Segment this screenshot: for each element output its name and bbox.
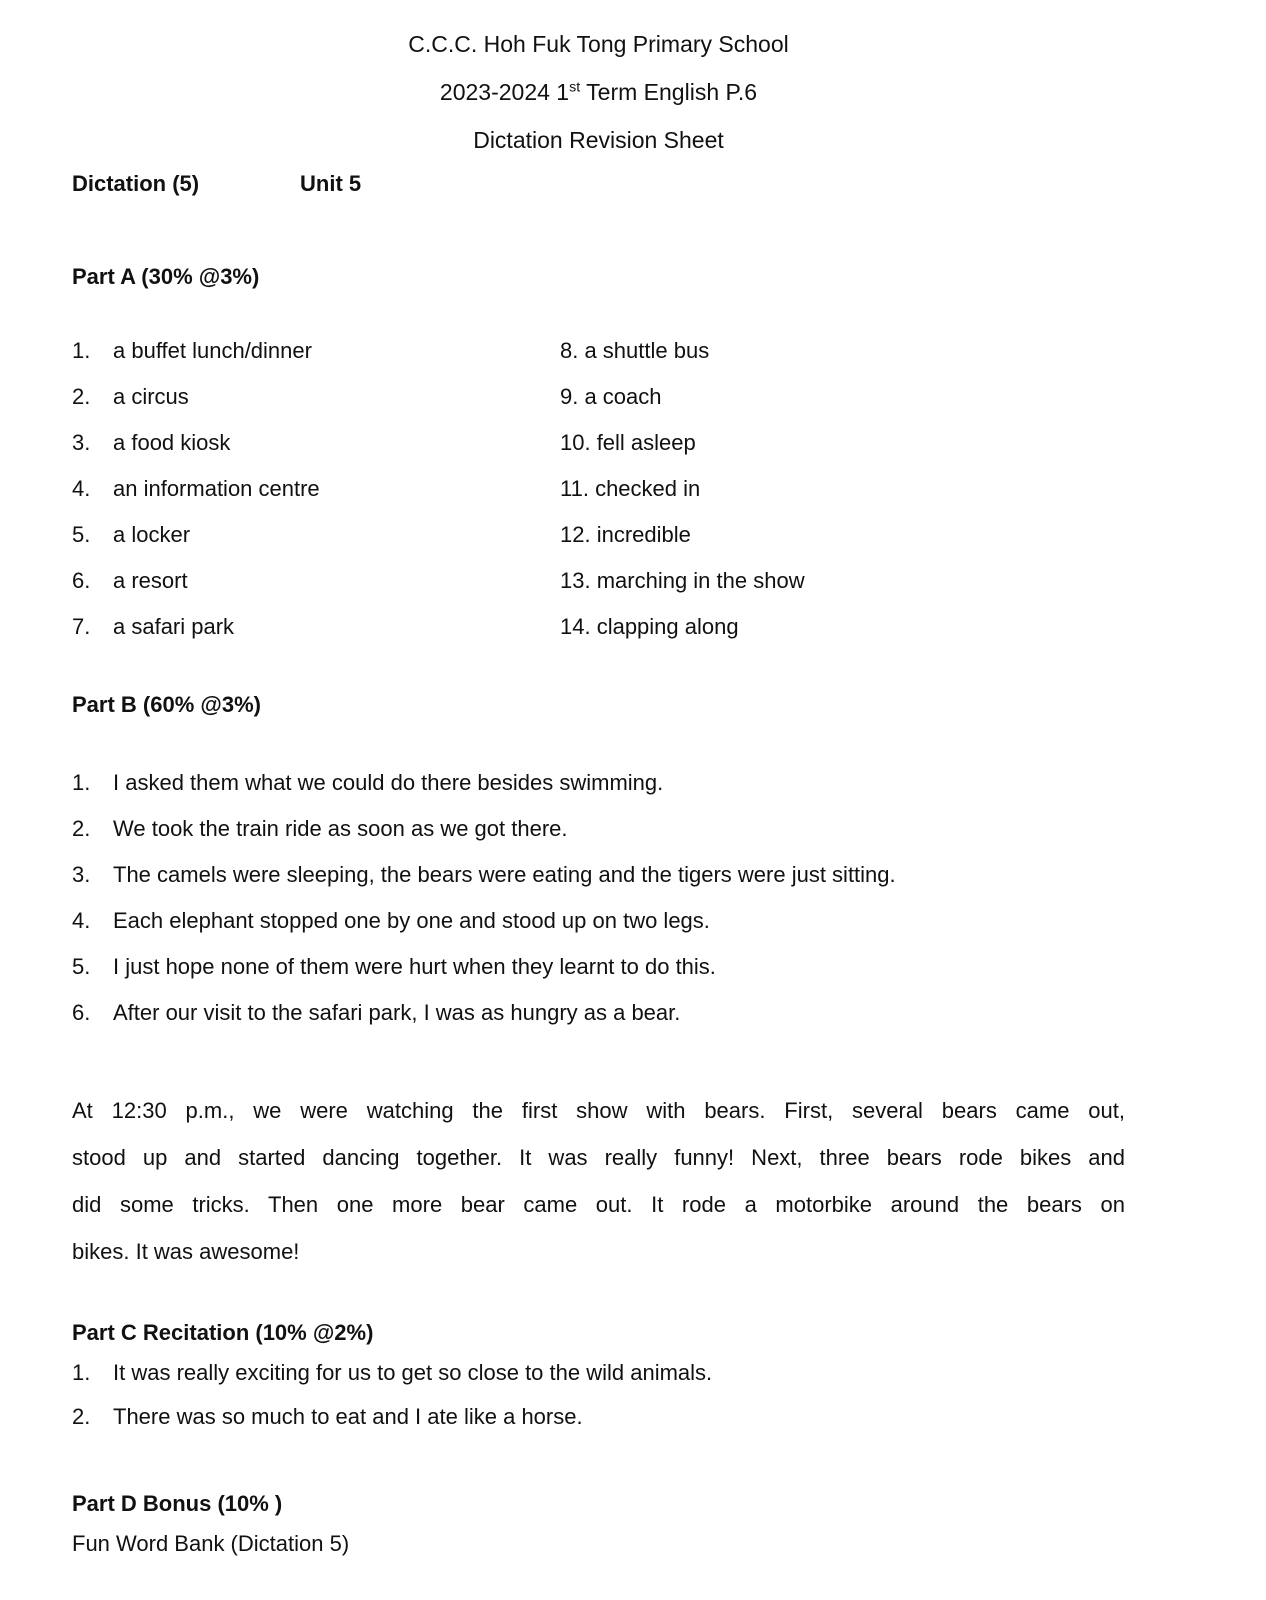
- dictation-unit-row: [72, 164, 1125, 204]
- part-b-title: Part B (60% @3%): [72, 692, 261, 717]
- vocab-text: a locker: [113, 522, 191, 547]
- vocab-number: 7.: [72, 614, 91, 639]
- vocab-text: 14. clapping along: [560, 614, 739, 639]
- vocab-text: a safari park: [113, 614, 235, 639]
- paragraph-line: At 12:30 p.m., we were watching the first show with bears. First, several bears came out,: [72, 1098, 1125, 1123]
- sentence-text: I just hope none of them were hurt when they learnt to do this.: [113, 954, 716, 979]
- vocab-text: 9. a coach: [560, 384, 662, 409]
- vocab-number: 5.: [72, 522, 91, 547]
- vocab-row: [72, 558, 1125, 604]
- recitation-number: 2.: [72, 1404, 91, 1429]
- part-b-list: [72, 760, 1125, 1036]
- vocab-number: 1.: [72, 338, 91, 363]
- sentence-row: [72, 990, 1125, 1036]
- unit-label: Unit 5: [300, 171, 362, 196]
- sentence-row: [72, 806, 1125, 852]
- sentence-text: I asked them what we could do there besides swimming.: [113, 770, 664, 795]
- term-line-suffix: Term English P.6: [580, 79, 758, 105]
- paragraph-line: did some tricks. Then one more bear came out. It rode a motorbike around the bears on: [72, 1192, 1125, 1217]
- sentence-number: 6.: [72, 1000, 91, 1025]
- sentence-text: We took the train ride as soon as we got there.: [113, 816, 568, 841]
- sentence-row: [72, 852, 1125, 898]
- vocab-text: 8. a shuttle bus: [560, 338, 710, 363]
- sentence-number: 3.: [72, 862, 91, 887]
- sentence-text: After our visit to the safari park, I was as hungry as a bear.: [113, 1000, 681, 1025]
- vocab-text: 13. marching in the show: [560, 568, 805, 593]
- sentence-text: The camels were sleeping, the bears were eating and the tigers were just sitting.: [113, 862, 896, 887]
- part-c-title: Part C Recitation (10% @2%): [72, 1320, 374, 1345]
- sheet-title: Dictation Revision Sheet: [473, 127, 724, 153]
- sentence-row: [72, 898, 1125, 944]
- sentence-row: [72, 760, 1125, 806]
- vocab-text: a buffet lunch/dinner: [113, 338, 312, 363]
- vocab-text: 10. fell asleep: [560, 430, 696, 455]
- sentence-number: 1.: [72, 770, 91, 795]
- part-c-list: [72, 1351, 1125, 1439]
- vocab-row: [72, 512, 1125, 558]
- sentence-text: Each elephant stopped one by one and stood up on two legs.: [113, 908, 710, 933]
- vocab-text: 11. checked in: [560, 476, 701, 501]
- vocab-row: [72, 374, 1125, 420]
- vocab-number: 4.: [72, 476, 91, 501]
- vocab-row: [72, 604, 1125, 650]
- term-line-prefix: 2023-2024 1: [439, 79, 570, 105]
- school-name: C.C.C. Hoh Fuk Tong Primary School: [408, 31, 789, 57]
- vocab-number: 2.: [72, 384, 91, 409]
- sentence-number: 2.: [72, 816, 91, 841]
- recitation-number: 1.: [72, 1360, 91, 1385]
- vocab-row: [72, 420, 1125, 466]
- vocab-text: 12. incredible: [560, 522, 691, 547]
- recitation-text: There was so much to eat and I ate like a horse.: [113, 1404, 583, 1429]
- vocab-number: 3.: [72, 430, 91, 455]
- part-d-title: Part D Bonus (10% ): [72, 1491, 283, 1516]
- vocab-text: a resort: [113, 568, 188, 593]
- vocab-row: [72, 328, 1125, 374]
- sentence-number: 4.: [72, 908, 91, 933]
- sentence-row: [72, 944, 1125, 990]
- recitation-text: It was really exciting for us to get so close to the wild animals.: [113, 1360, 713, 1385]
- paragraph-line: stood up and started dancing together. It was really funny! Next, three bears rode bikes and: [72, 1145, 1125, 1170]
- term-line-superscript: st: [569, 79, 581, 96]
- recitation-row: [72, 1395, 1125, 1439]
- part-d-subtitle: Fun Word Bank (Dictation 5): [72, 1531, 350, 1556]
- paragraph-line: bikes. It was awesome!: [72, 1239, 300, 1264]
- part-a-list: [72, 328, 1125, 650]
- sentence-number: 5.: [72, 954, 91, 979]
- vocab-text: a food kiosk: [113, 430, 231, 455]
- dictation-label: Dictation (5): [72, 171, 200, 196]
- vocab-number: 6.: [72, 568, 91, 593]
- vocab-text: an information centre: [113, 476, 320, 501]
- story-paragraph: [72, 1087, 1125, 1275]
- term-line: [72, 68, 1125, 116]
- vocab-row: [72, 466, 1125, 512]
- vocab-text: a circus: [113, 384, 189, 409]
- recitation-row: [72, 1351, 1125, 1395]
- part-a-title: Part A (30% @3%): [72, 264, 260, 289]
